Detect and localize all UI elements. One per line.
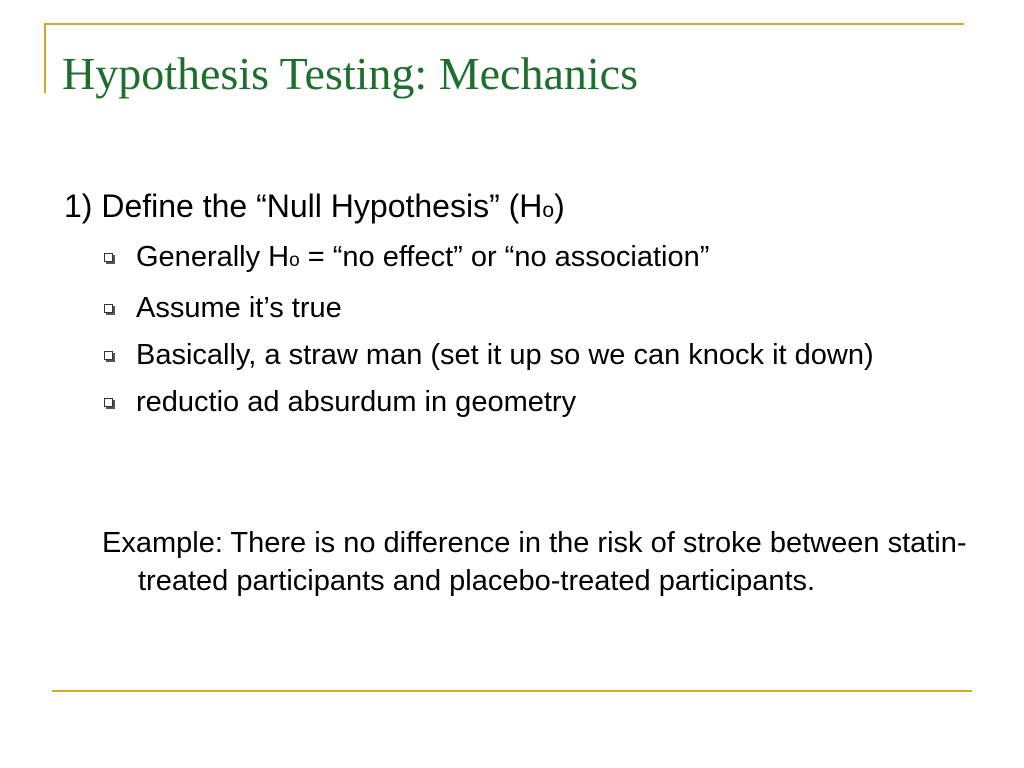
bullet-subscript: o [289, 250, 300, 271]
bullet-text: Basically, a straw man (set it up so we can knock it down) [136, 339, 874, 371]
square-bullet-icon [104, 351, 113, 360]
square-bullet-icon [104, 253, 113, 262]
top-accent-rule [44, 23, 964, 25]
level1-text: 1) Define the “Null Hypothesis” (H [64, 188, 543, 224]
level1-point [64, 184, 565, 233]
bullet-text: reductio ad absurdum in geometry [136, 386, 577, 418]
bullet-list [98, 238, 968, 430]
slide-title: Hypothesis Testing: Mechanics [62, 48, 638, 99]
bottom-accent-rule [52, 690, 972, 692]
bullet-text: Assume it’s true [136, 292, 342, 324]
square-bullet-icon [104, 398, 113, 407]
level1-subscript: o [542, 199, 555, 222]
example-paragraph: Example: There is no difference in the risk of stroke between statin-treated participants and placebo-treated participants. [102, 527, 967, 597]
square-bullet-icon [104, 304, 113, 313]
bullet-text-after: = “no effect” or “no association” [299, 241, 710, 273]
bullet-item [98, 336, 968, 374]
bullet-item [98, 289, 968, 327]
bullet-item [98, 383, 968, 421]
level1-close: ) [554, 188, 565, 224]
left-accent-rule [44, 23, 46, 93]
bullet-text: Generally H [136, 241, 290, 273]
bullet-item [98, 238, 968, 280]
